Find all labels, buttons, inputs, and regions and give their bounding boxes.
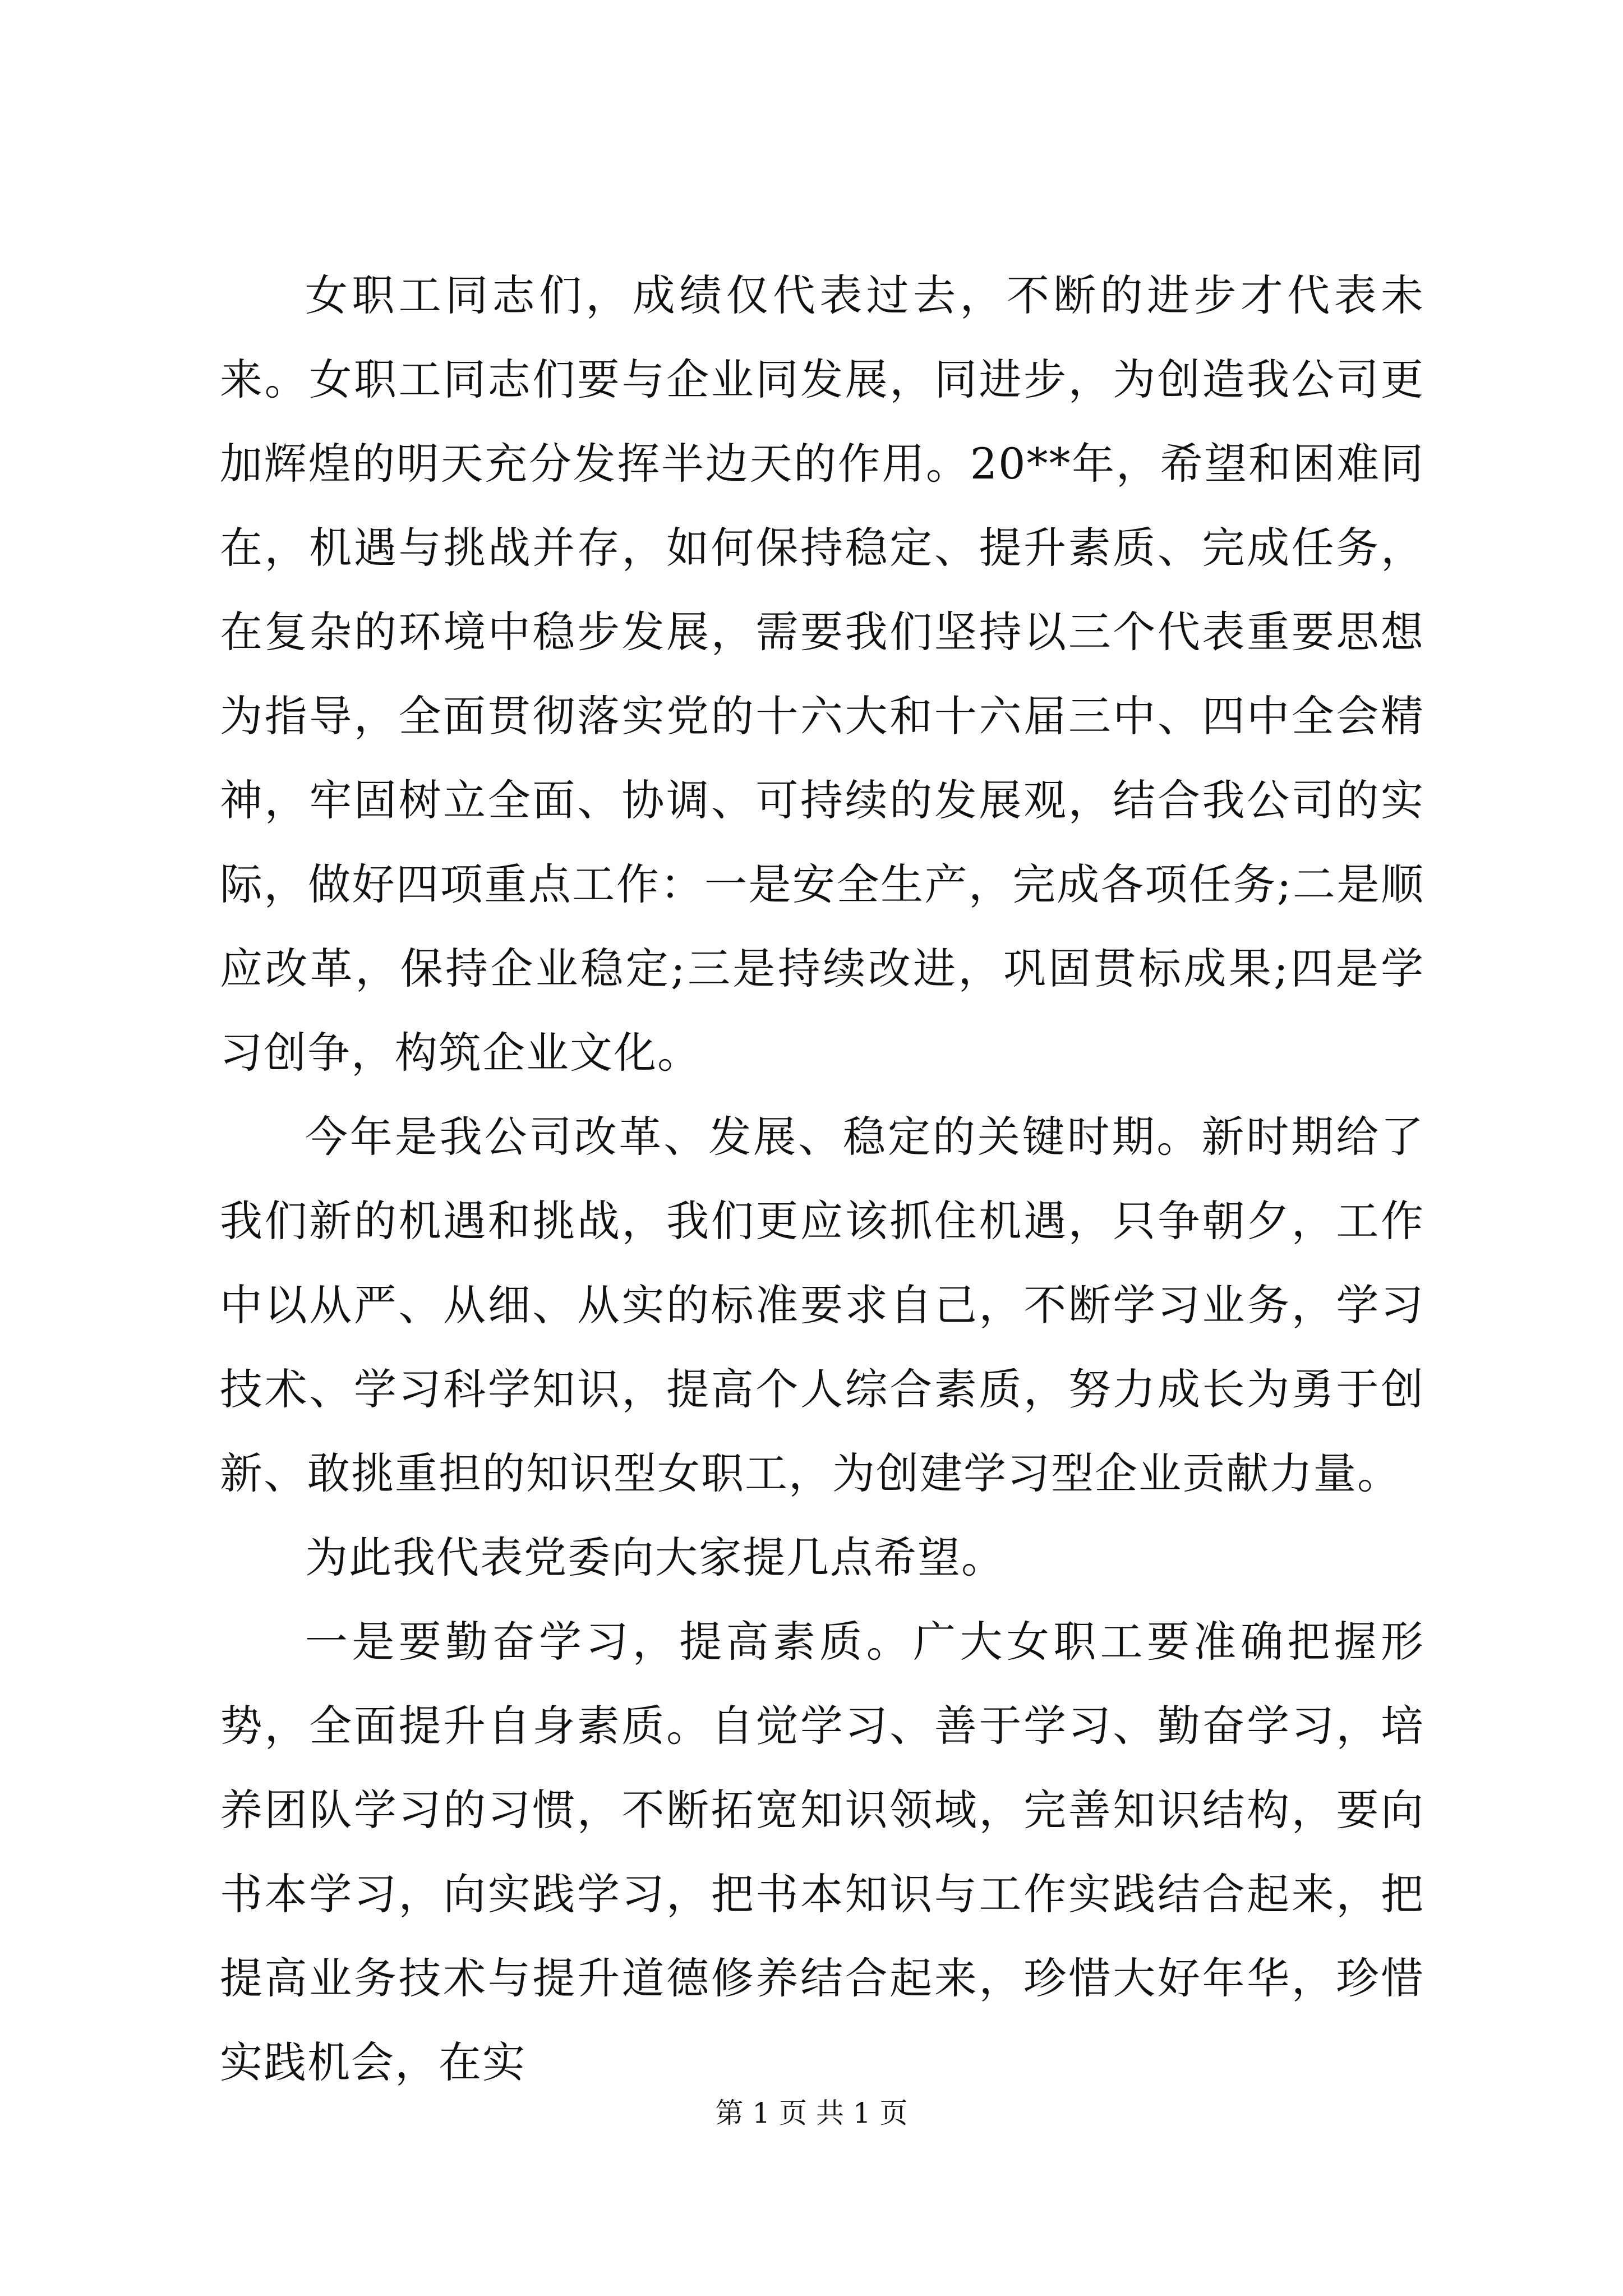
- paragraph-4: 一是要勤奋学习，提高素质。广大女职工要准确把握形势，全面提升自身素质。自觉学习、善于学习、勤奋学习，培养团队学习的习惯，不断拓宽知识领域，完善知识结构，要向书本学习，向实践学习，把书本知识与工作实践结合起来，把提高业务技术与提升道德修养结合起来，珍惜大好年华，珍惜实践机会，在实: [220, 1617, 1424, 2087]
- paragraph-2: 今年是我公司改革、发展、稳定的关键时期。新时期给了我们新的机遇和挑战，我们更应该抓住机遇，只争朝夕，工作中以从严、从细、从实的标准要求自己，不断学习业务，学习技术、学习科学知识，提高个人综合素质，努力成长为勇于创新、敢挑重担的知识型女职工，为创建学习型企业贡献力量。: [220, 1112, 1424, 1498]
- paragraph-3: 为此我代表党委向大家提几点希望。: [305, 1533, 1005, 1582]
- page-number-label: 第 1 页 共 1 页: [715, 2097, 908, 2129]
- page-footer: [0, 2093, 1623, 2133]
- document-body: [220, 254, 1424, 2105]
- paragraph-1: 女职工同志们，成绩仅代表过去，不断的进步才代表未来。女职工同志们要与企业同发展，同进步，为创造我公司更加辉煌的明天充分发挥半边天的作用。20**年，希望和困难同在，机遇与挑战并存，如何保持稳定、提升素质、完成任务，在复杂的环境中稳步发展，需要我们坚持以三个代表重要思想为指导，全面贯彻落实党的十六大和十六届三中、四中全会精神，牢固树立全面、协调、可持续的发展观，结合我公司的实际，做好四项重点工作：一是安全生产，完成各项任务;二是顺应改革，保持企业稳定;三是持续改进，巩固贯标成果;四是学习创争，构筑企业文化。: [220, 270, 1424, 1078]
